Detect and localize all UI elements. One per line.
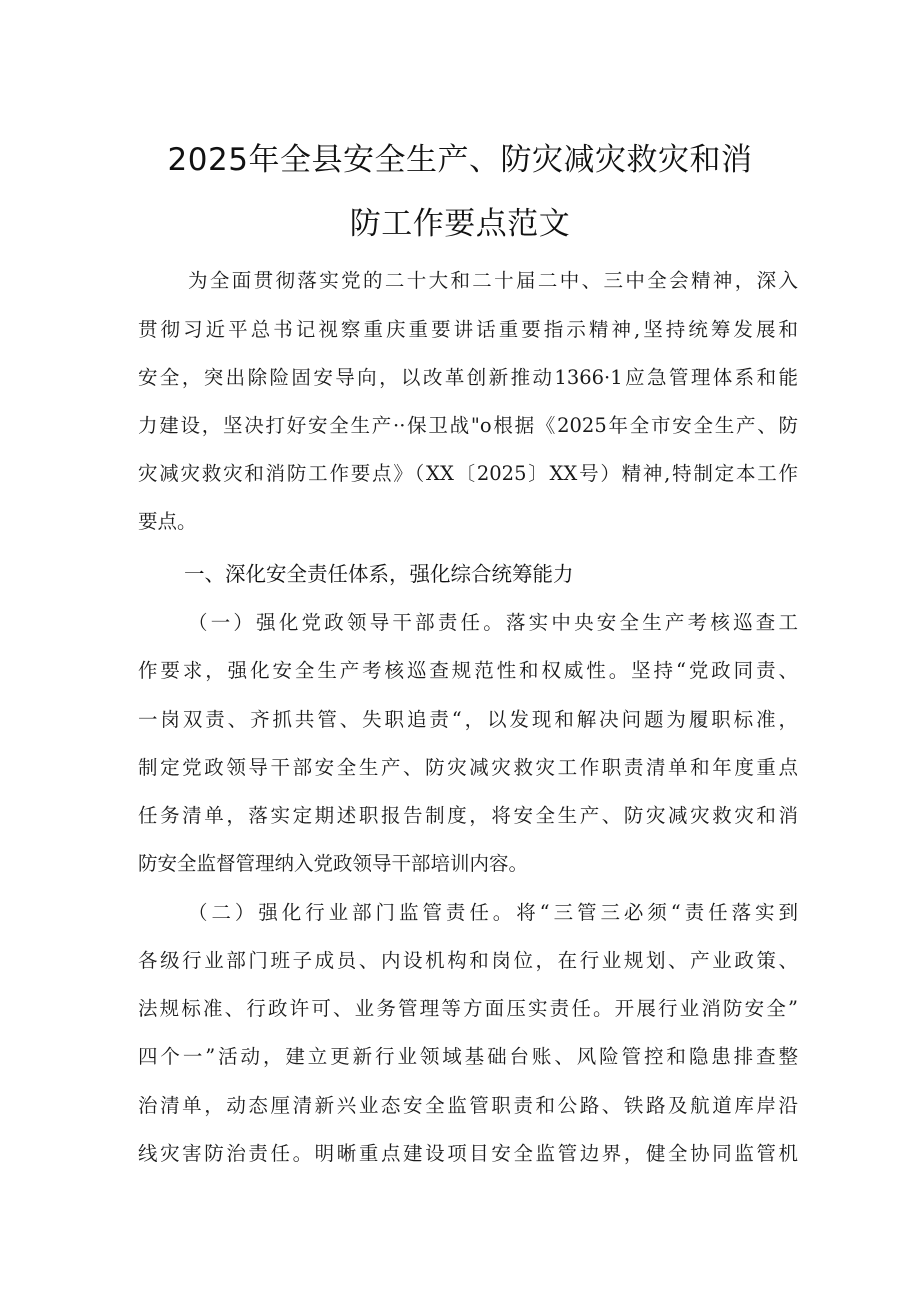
section-heading-1: 一、深化安全责任体系，强化综合统筹能力 <box>184 562 574 586</box>
para-2-line-6: 线灾害防治责任。明晰重点建设项目安全监管边界，健全协同监管机 <box>138 1142 798 1165</box>
document-title-line-1: 2025年全县安全生产、防灾减灾救灾和消 <box>167 142 753 178</box>
intro-line-5: 灾减灾救灾和消防工作要点》（XX〔2025〕XX号）精神,特制定本工作 <box>138 462 798 485</box>
para-1-line-2: 作要求，强化安全生产考核巡查规范性和权威性。坚持“党政同责、 <box>138 659 798 682</box>
intro-line-3: 安全，突出除险固安导向，以改革创新推动1366·1应急管理体系和能 <box>138 366 798 389</box>
intro-line-1: 为全面贯彻落实党的二十大和二十届二中、三中全会精神，深入 <box>188 269 798 292</box>
para-1-line-3: 一岗双责、齐抓共管、失职追责“，以发现和解决问题为履职标准， <box>138 708 798 731</box>
intro-line-4: 力建设，坚决打好安全生产··保卫战"o根据《2025年全市安全生产、防 <box>138 414 798 437</box>
para-2-line-4: 四个一”活动，建立更新行业领域基础台账、风险管控和隐患排查整 <box>138 1045 798 1068</box>
para-2-line-1: （二）强化行业部门监管责任。将“三管三必须“责任落实到 <box>188 901 798 924</box>
para-1-line-6: 防安全监督管理纳入党政领导干部培训内容。 <box>138 852 529 875</box>
para-1-line-1: （一）强化党政领导干部责任。落实中央安全生产考核巡查工 <box>188 611 798 634</box>
intro-line-2: 贯彻习近平总书记视察重庆重要讲话重要指示精神,坚持统筹发展和 <box>138 318 798 341</box>
para-2-line-2: 各级行业部门班子成员、内设机构和岗位，在行业规划、产业政策、 <box>138 949 798 972</box>
para-1-line-4: 制定党政领导干部安全生产、防灾减灾救灾工作职责清单和年度重点 <box>138 756 798 779</box>
intro-line-6: 要点。 <box>138 510 197 533</box>
para-1-line-5: 任务清单，落实定期述职报告制度，将安全生产、防灾减灾救灾和消 <box>138 804 798 827</box>
para-2-line-3: 法规标准、行政许可、业务管理等方面压实责任。开展行业消防安全” <box>138 997 798 1020</box>
para-2-line-5: 治清单，动态厘清新兴业态安全监管职责和公路、铁路及航道库岸沿 <box>138 1094 798 1117</box>
document-title-line-2: 防工作要点范文 <box>349 206 571 242</box>
